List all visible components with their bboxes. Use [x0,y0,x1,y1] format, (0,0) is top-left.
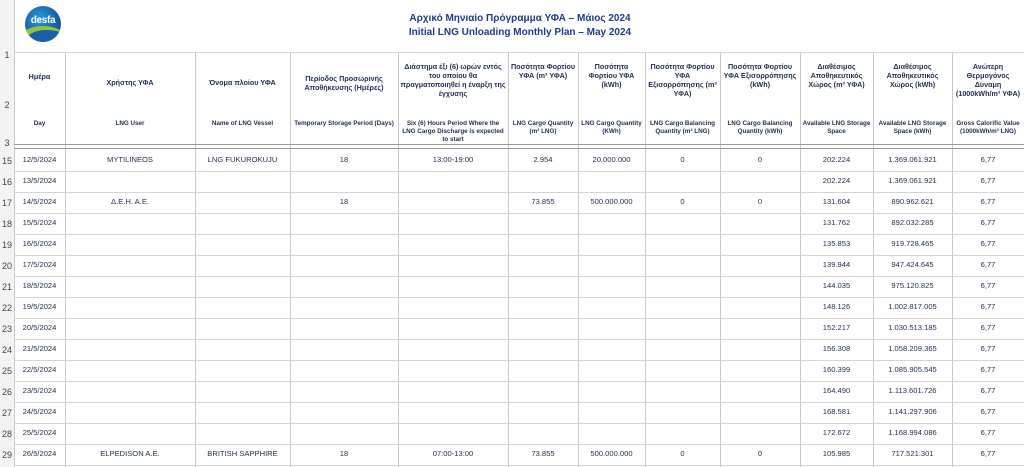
row-number: 22 [1,303,12,313]
column-divider [720,52,721,467]
row-number: 27 [1,408,12,418]
cell-space-m3[interactable]: 168.581 [822,407,851,416]
row-number: 25 [1,366,12,376]
cell-bal-kwh[interactable]: 0 [757,155,763,164]
cell-space-kwh[interactable]: 919.728.465 [891,239,934,248]
cell-space-m3[interactable]: 135.853 [822,239,851,248]
row-number: 23 [1,324,12,334]
cell-qty-m3[interactable]: 73.855 [531,449,555,458]
row-number: 15 [1,156,12,166]
header-top-border [14,52,1024,53]
cell-day[interactable]: 13/5/2024 [22,176,57,185]
cell-window[interactable]: 07:00-13:00 [432,449,474,458]
row-border [14,360,1024,361]
cell-space-m3[interactable]: 105.985 [822,449,851,458]
column-divider [398,52,399,467]
cell-gcv[interactable]: 6,77 [980,428,996,437]
cell-space-kwh[interactable]: 1.030.513.185 [888,323,937,332]
column-divider [65,52,66,467]
cell-gcv[interactable]: 6,77 [980,281,996,290]
column-divider [645,52,646,467]
cell-space-kwh[interactable]: 1.058.209.365 [888,344,937,353]
cell-space-m3[interactable]: 144.035 [822,281,851,290]
cell-space-kwh[interactable]: 1.141.297.906 [888,407,937,416]
row-number: 26 [1,387,12,397]
frozen-pane-border [14,148,1024,149]
cell-qty-m3[interactable]: 2.954 [533,155,553,164]
column-divider [578,52,579,467]
cell-gcv[interactable]: 6,77 [980,344,996,353]
cell-day[interactable]: 14/5/2024 [22,197,57,206]
row-border [14,339,1024,340]
cell-bal-m3[interactable]: 0 [680,155,685,164]
logo-text: desfa [30,15,56,26]
cell-day[interactable]: 19/5/2024 [22,302,57,311]
row-number: 24 [1,345,12,355]
row-number: 29 [1,450,12,460]
row-border [14,213,1024,214]
row-number: 28 [1,429,12,439]
cell-day[interactable]: 21/5/2024 [22,344,57,353]
cell-gcv[interactable]: 6,77 [980,365,996,374]
header-bottom-border [14,144,1024,145]
column-header-english: Six (6) Hours Period Where the LNG Cargo Discharge is expected to start [402,120,504,143]
cell-day[interactable]: 22/5/2024 [22,365,57,374]
cell-bal-m3[interactable]: 0 [680,449,685,458]
column-header-greek: Διάστημα έξι (6) ωρών εντός του οποίου θα πραγματοποιηθεί η έναρξη της έγχυσης [400,62,506,98]
row-number: 19 [1,240,12,250]
cell-space-m3[interactable]: 164.490 [822,386,851,395]
cell-vessel[interactable]: BRITISH SAPPHIRE [207,449,278,458]
cell-space-m3[interactable]: 131.604 [822,197,851,206]
row-number: 17 [1,198,12,208]
cell-space-m3[interactable]: 131.762 [822,218,851,227]
cell-space-kwh[interactable]: 947.424.645 [891,260,934,269]
cell-day[interactable]: 26/5/2024 [22,449,57,458]
cell-gcv[interactable]: 6,77 [980,218,996,227]
cell-gcv[interactable]: 6,77 [980,260,996,269]
row-border [14,465,1024,466]
cell-period[interactable]: 18 [339,155,349,164]
row-border [14,318,1024,319]
cell-bal-kwh[interactable]: 0 [757,449,763,458]
column-header-english: LNG Cargo Balancing Quantity (m³ LNG) [649,120,716,135]
column-header-english: Temporary Storage Period (Days) [294,120,394,127]
row-border [14,171,1024,172]
column-header-english: Available LNG Storage Space (kWh) [878,120,947,135]
cell-space-m3[interactable]: 172.672 [822,428,851,437]
cell-space-m3[interactable]: 202.224 [822,176,851,185]
cell-space-m3[interactable]: 202.224 [822,155,851,164]
cell-day[interactable]: 24/5/2024 [22,407,57,416]
column-header-greek: Περίοδος Προσωρινής Αποθήκευσης (Ημέρες) [304,74,384,92]
column-header-english: LNG User [115,120,145,127]
column-divider [195,52,196,467]
cell-day[interactable]: 12/5/2024 [22,155,57,164]
cell-gcv[interactable]: 6,77 [980,176,996,185]
cell-space-kwh[interactable]: 1.085.905.545 [888,365,937,374]
cell-qty-m3[interactable]: 73.855 [531,197,555,206]
cell-bal-m3[interactable]: 0 [680,197,685,206]
cell-qty-kwh[interactable]: 500.000.000 [590,197,633,206]
row-border [14,381,1024,382]
title-greek: Αρχικό Μηνιαίο Πρόγραμμα ΥΦΑ – Μάιος 2024 [409,13,631,24]
cell-space-m3[interactable]: 160.399 [822,365,851,374]
column-header-greek: Ποσότητα Φορτίου ΥΦΑ (m³ ΥΦΑ) [510,62,576,80]
cell-day[interactable]: 23/5/2024 [22,386,57,395]
title-english: Initial LNG Unloading Monthly Plan – May 2024 [408,27,632,38]
column-header-greek: Διαθέσιμος Αποθηκευτικός Χώρος (m³ ΥΦΑ) [808,62,865,89]
row-border [14,276,1024,277]
cell-space-kwh[interactable]: 975.120.825 [891,281,934,290]
cell-day[interactable]: 15/5/2024 [22,218,57,227]
column-header-greek: Ημέρα [28,72,51,81]
cell-space-m3[interactable]: 139.944 [822,260,851,269]
cell-gcv[interactable]: 6,77 [980,449,996,458]
cell-gcv[interactable]: 6,77 [980,386,996,395]
row-border [14,423,1024,424]
cell-period[interactable]: 18 [339,449,349,458]
cell-gcv[interactable]: 6,77 [980,323,996,332]
column-header-greek: Όνομα πλοίου ΥΦΑ [209,78,276,87]
column-header-english: Available LNG Storage Space [802,120,871,135]
row-border [14,402,1024,403]
row-border [14,192,1024,193]
cell-window[interactable]: 13:00-19:00 [432,155,474,164]
column-header-english: LNG Cargo Quantity (m³ LNG) [512,120,574,135]
cell-space-kwh[interactable]: 1.113.601.726 [888,386,937,395]
column-header-english: Name of LNG Vessel [211,120,274,127]
cell-space-kwh[interactable]: 890.962.621 [891,197,934,206]
column-header-english: LNG Cargo Balancing Quantity (kWh) [727,120,793,135]
cell-user[interactable]: MYTILINEOS [107,155,153,164]
column-header-english: LNG Cargo Quantity (KWh) [581,120,642,135]
cell-space-kwh[interactable]: 1.002.817.005 [888,302,937,311]
cell-space-kwh[interactable]: 1.369.061.921 [888,155,937,164]
column-header-greek: Ποσότητα Φορτίου ΥΦΑ Εξισορρόπησης (kWh) [723,62,797,89]
row-border [14,255,1024,256]
column-header-english: Gross Calorific Value (1000kWh/m³ LNG) [956,120,1020,135]
cell-day[interactable]: 20/5/2024 [22,323,57,332]
cell-bal-kwh[interactable]: 0 [757,197,763,206]
row-number: 2 [4,100,10,110]
cell-day[interactable]: 16/5/2024 [22,239,57,248]
column-header-greek: Ποσότητα Φορτίου ΥΦΑ Εξισορρόπησης (m³ ΥΦΑ) [648,62,717,98]
cell-space-m3[interactable]: 152.217 [822,323,851,332]
column-header-english: Day [33,120,46,127]
cell-gcv[interactable]: 6,77 [980,239,996,248]
row-number: 21 [1,282,12,292]
cell-space-kwh[interactable]: 1.168.994.086 [888,428,937,437]
cell-user[interactable]: Δ.Ε.Η. Α.Ε. [111,197,149,206]
column-header-greek: Διαθέσιμος Αποθηκευτικός Χώρος (kWh) [886,62,939,89]
row-border [14,297,1024,298]
cell-user[interactable]: ELPEDISON A.E. [100,449,160,458]
column-header-greek: Ποσότητα Φορτίου ΥΦΑ (kWh) [588,62,635,89]
row-border [14,444,1024,445]
cell-day[interactable]: 18/5/2024 [22,281,57,290]
row-border [14,234,1024,235]
cell-gcv[interactable]: 6,77 [980,302,996,311]
column-divider [290,52,291,467]
column-header-greek: Χρήστης ΥΦΑ [106,78,154,87]
cell-space-m3[interactable]: 156.308 [822,344,851,353]
cell-space-kwh[interactable]: 1.369.061.921 [888,176,937,185]
cell-period[interactable]: 18 [339,197,349,206]
row-number: 16 [1,177,12,187]
cell-space-kwh[interactable]: 892.032.285 [891,218,934,227]
row-number: 20 [1,261,12,271]
cell-gcv[interactable]: 6,77 [980,155,996,164]
cell-gcv[interactable]: 6,77 [980,407,996,416]
desfa-logo [25,6,61,42]
column-header-greek: Ανώτερη Θερμογόνος Δύναμη (1000kWh/m³ ΥΦΑ) [955,62,1021,98]
cell-qty-kwh[interactable]: 20.000.000 [592,155,631,164]
row-number: 1 [4,50,10,60]
column-divider [508,52,509,467]
cell-qty-kwh[interactable]: 500.000.000 [590,449,633,458]
cell-day[interactable]: 25/5/2024 [22,428,57,437]
cell-space-m3[interactable]: 148.126 [822,302,851,311]
row-number: 3 [4,138,10,148]
cell-space-kwh[interactable]: 717.521.301 [891,449,934,458]
cell-gcv[interactable]: 6,77 [980,197,996,206]
row-number: 18 [1,219,12,229]
cell-day[interactable]: 17/5/2024 [22,260,57,269]
cell-vessel[interactable]: LNG FUKUROKUJU [207,155,278,164]
